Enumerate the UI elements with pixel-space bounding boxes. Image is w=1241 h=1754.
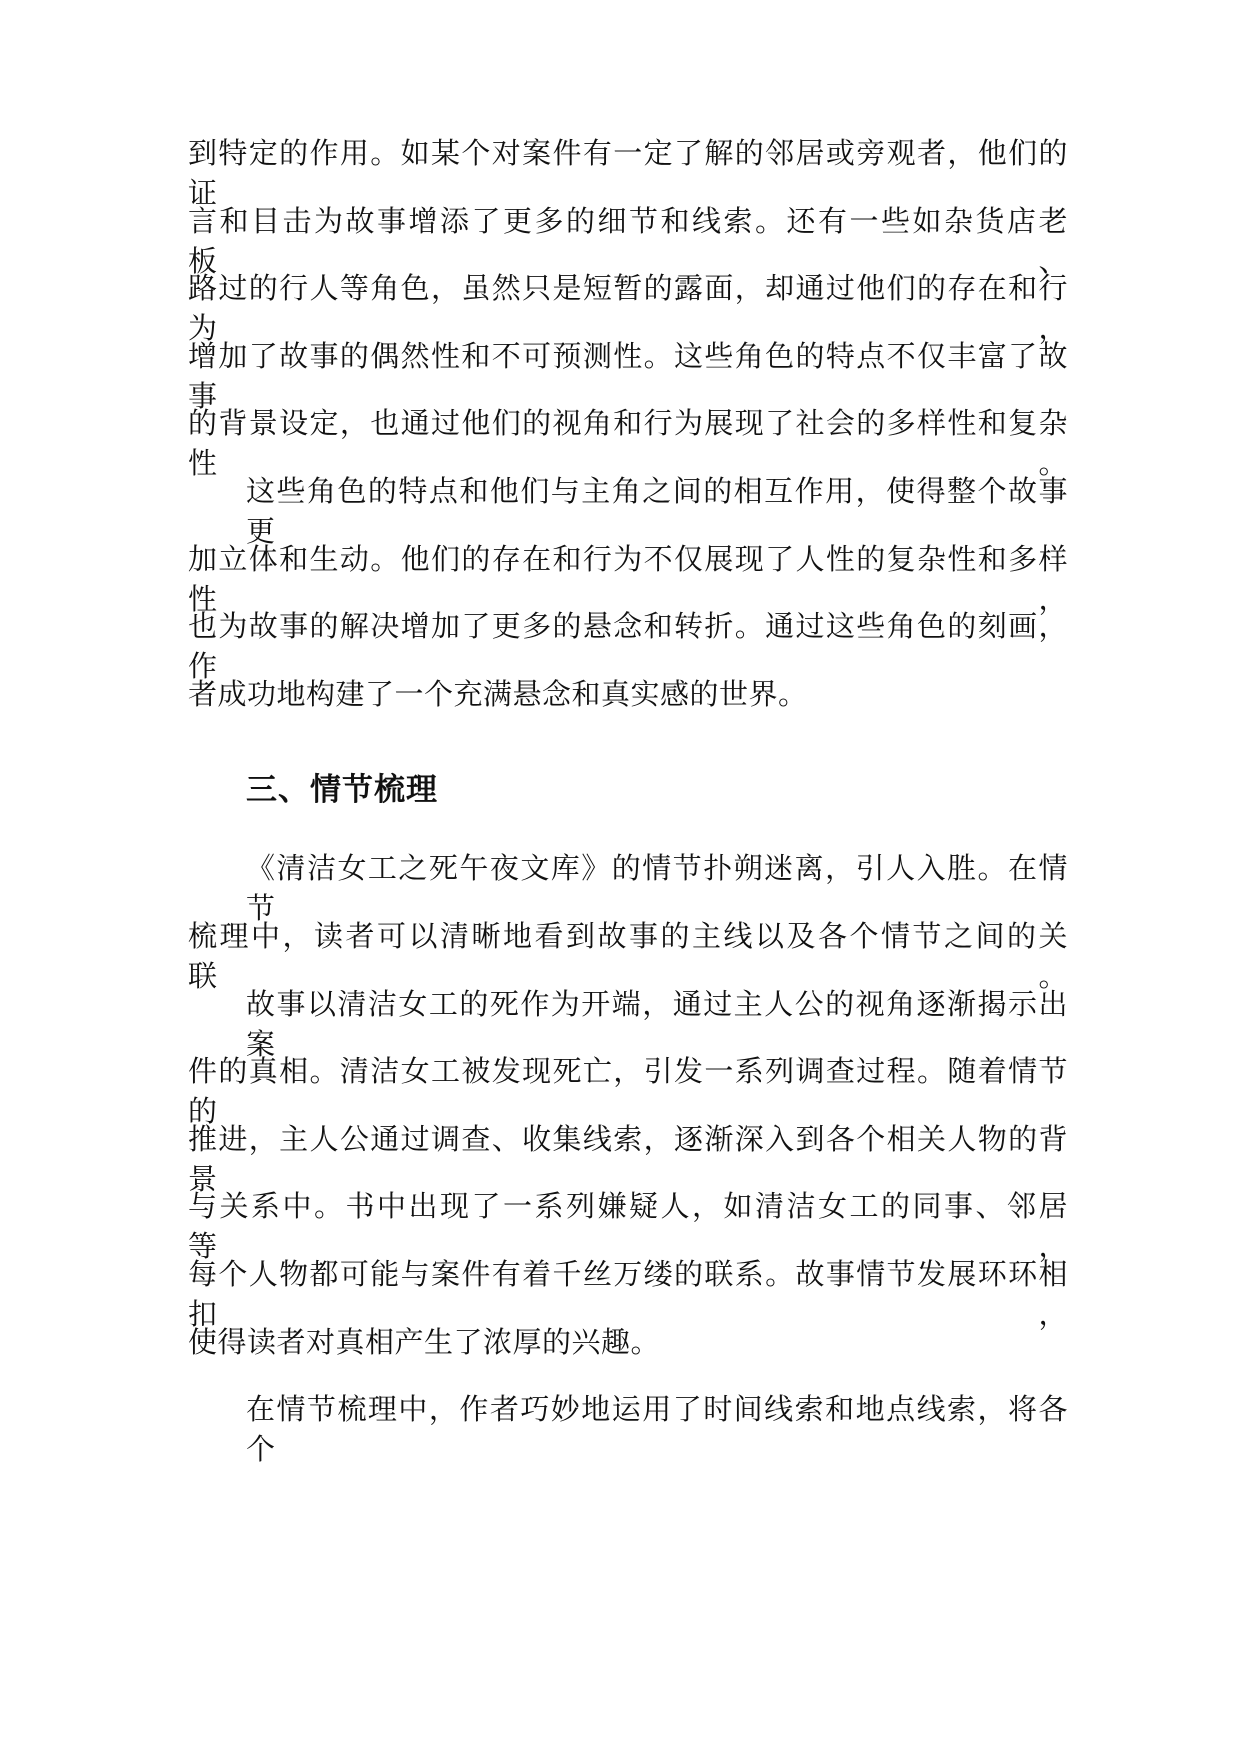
section-heading: 三、情节梳理 [246, 772, 438, 808]
paragraph-line: 在情节梳理中，作者巧妙地运用了时间线索和地点线索，将各个 [246, 1392, 1068, 1466]
paragraph-line: 增加了故事的偶然性和不可预测性。这些角色的特点不仅丰富了故事 [188, 339, 1068, 413]
paragraph-line: 加立体和生动。他们的存在和行为不仅展现了人性的复杂性和多样性， [188, 542, 1068, 616]
paragraph-line: 与关系中。书中出现了一系列嫌疑人，如清洁女工的同事、邻居等， [188, 1189, 1068, 1263]
paragraph-line: 梳理中，读者可以清晰地看到故事的主线以及各个情节之间的关联。 [188, 919, 1068, 993]
paragraph-line: 的背景设定，也通过他们的视角和行为展现了社会的多样性和复杂性。 [188, 406, 1068, 480]
paragraph-line: 到特定的作用。如某个对案件有一定了解的邻居或旁观者，他们的证 [188, 136, 1068, 210]
paragraph-line: 使得读者对真相产生了浓厚的兴趣。 [188, 1325, 661, 1359]
paragraph-line: 推进，主人公通过调查、收集线索，逐渐深入到各个相关人物的背景 [188, 1122, 1068, 1196]
paragraph-line: 言和目击为故事增添了更多的细节和线索。还有一些如杂货店老板、 [188, 204, 1068, 278]
paragraph-line: 这些角色的特点和他们与主角之间的相互作用，使得整个故事更 [246, 474, 1068, 548]
paragraph-line: 每个人物都可能与案件有着千丝万缕的联系。故事情节发展环环相扣， [188, 1257, 1068, 1331]
paragraph-line: 也为故事的解决增加了更多的悬念和转折。通过这些角色的刻画，作 [188, 609, 1068, 683]
paragraph-line: 件的真相。清洁女工被发现死亡，引发一系列调查过程。随着情节的 [188, 1054, 1068, 1128]
paragraph-line: 路过的行人等角色，虽然只是短暂的露面，却通过他们的存在和行为， [188, 271, 1068, 345]
paragraph-line: 者成功地构建了一个充满悬念和真实感的世界。 [188, 677, 808, 711]
paragraph-line: 故事以清洁女工的死作为开端，通过主人公的视角逐渐揭示出案 [246, 987, 1068, 1061]
paragraph-line: 《清洁女工之死午夜文库》的情节扑朔迷离，引人入胜。在情节 [246, 851, 1068, 925]
